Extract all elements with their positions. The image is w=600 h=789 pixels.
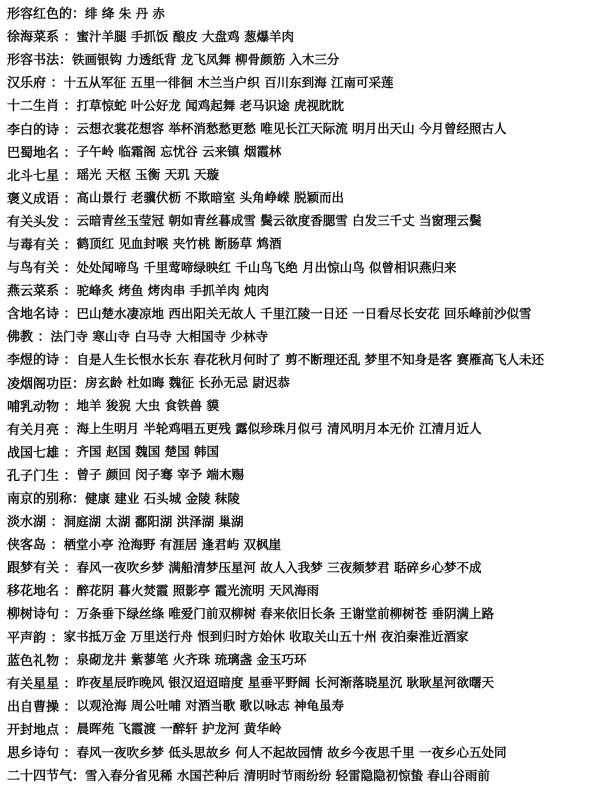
category-label: 思乡诗句 ： — [7, 746, 77, 762]
category-label: 哺乳动物 ： — [7, 399, 77, 415]
category-items: 房玄龄 杜如晦 魏征 长孙无忌 尉迟恭 — [85, 375, 290, 391]
list-item — [0, 347, 600, 370]
category-label: 蓝色礼物 ： — [7, 653, 77, 669]
category-items: 绯 绛 朱 丹 赤 — [85, 5, 165, 21]
category-items: 地羊 狻猊 大虫 食铁兽 貘 — [76, 398, 219, 414]
list-item — [0, 601, 600, 624]
list-item — [0, 324, 600, 347]
category-items: 家书抵万金 万里送行舟 恨到归时方始休 收取关山五十州 夜泊秦淮近酒家 — [63, 629, 469, 645]
category-label: 含地名诗 ： — [7, 307, 77, 323]
category-items: 打草惊蛇 叶公好龙 闻鸡起舞 老马识途 虎视眈眈 — [76, 97, 344, 113]
category-items: 自是人生长恨水长东 春花秋月何时了 剪不断理还乱 梦里不知身是客 赛雁高飞人未还 — [76, 351, 544, 367]
list-item — [0, 278, 600, 301]
category-label: 与鸟有关 ： — [7, 261, 77, 277]
list-item — [0, 417, 600, 440]
category-items: 洞庭湖 太湖 鄱阳湖 洪泽湖 巢湖 — [63, 513, 244, 529]
category-label: 平声韵 ： — [7, 630, 64, 646]
category-items: 昨夜星辰昨晚风 银汉迢迢暗度 星垂平野阔 长河渐落晓星沉 耿耿星河欲曙天 — [76, 675, 494, 691]
category-label: 柳树诗句 ： — [7, 607, 77, 623]
category-items: 高山景行 老骥伏枥 不欺暗室 头角峥嵘 脱颖而出 — [76, 190, 344, 206]
list-item — [0, 186, 600, 209]
category-label: 燕云菜系 ： — [7, 284, 77, 300]
category-label: 徐海菜系 ： — [7, 30, 77, 46]
category-items: 十五从军征 五里一徘徊 木兰当户织 百川东到海 江南可采莲 — [63, 74, 394, 90]
category-label: 开封地点 ： — [7, 722, 77, 738]
category-items: 鹤顶红 见血封喉 夹竹桃 断肠草 鸩酒 — [76, 236, 282, 252]
list-item — [0, 763, 600, 786]
list-item — [0, 648, 600, 671]
category-items: 处处闻啼鸟 千里莺啼绿映红 千山鸟飞绝 月出惊山鸟 似曾相识燕归来 — [76, 259, 457, 275]
category-label: 汉乐府 ： — [7, 76, 64, 92]
category-label: 十二生肖 ： — [7, 99, 77, 115]
category-label: 李煜的诗 ： — [7, 353, 77, 369]
category-items: 巴山楚水凄凉地 西出阳关无故人 千里江陵一日还 一日看尽长安花 回乐峰前沙似雪 — [76, 305, 532, 321]
list-item — [0, 371, 600, 394]
category-items: 春风一夜吹乡梦 低头思故乡 何人不起故园情 故乡今夜思千里 一夜乡心五处同 — [76, 744, 507, 760]
category-label: 凌烟阁功臣： — [7, 376, 86, 392]
category-label: 南京的别称： — [7, 492, 86, 508]
category-label: 巴蜀地名 ： — [7, 145, 77, 161]
category-items: 齐国 赵国 魏国 楚国 韩国 — [76, 444, 219, 460]
category-items: 健康 建业 石头城 金陵 秣陵 — [85, 490, 240, 506]
list-item — [0, 116, 600, 139]
list-item — [0, 47, 600, 70]
list-item — [0, 140, 600, 163]
category-label: 移花地名 ： — [7, 584, 77, 600]
list-item — [0, 24, 600, 47]
category-label: 有关星星 ： — [7, 676, 77, 692]
category-items: 铁画银钩 力透纸背 龙飞凤舞 柳骨颜筋 入木三分 — [72, 51, 340, 67]
category-items: 醉花阴 暮火焚霞 照影亭 霞光流明 天风海雨 — [76, 582, 319, 598]
category-items: 栖堂小亭 沧海野 有涯居 逢君屿 双枫崖 — [63, 536, 281, 552]
list-item — [0, 555, 600, 578]
category-label: 战国七雄 ： — [7, 445, 77, 461]
category-items: 以观沧海 周公吐哺 对酒当歌 歌以咏志 神龟虽寿 — [76, 698, 344, 714]
category-items: 晨晖苑 飞霞渡 一醉轩 护龙河 黄华岭 — [76, 721, 282, 737]
category-label: 李白的诗 ： — [7, 122, 77, 138]
list-item — [0, 255, 600, 278]
list-item — [0, 671, 600, 694]
category-items: 泉砌龙井 紫蓼笔 火齐珠 琉璃盏 金玉巧环 — [76, 652, 307, 668]
category-label: 有关头发 ： — [7, 214, 77, 230]
list-item — [0, 232, 600, 255]
category-label: 与毒有关 ： — [7, 237, 77, 253]
category-label: 佛教 ： — [7, 330, 51, 346]
list-item — [0, 532, 600, 555]
list-item — [0, 440, 600, 463]
category-items: 海上生明月 半轮鸡唱五更残 露似珍珠月似弓 清风明月本无价 江清月近人 — [76, 421, 482, 437]
category-label: 形容红色的： — [7, 7, 86, 23]
category-items: 法门寺 寒山寺 白马寺 大相国寺 少林寺 — [50, 328, 268, 344]
list-item — [0, 163, 600, 186]
category-items: 云想衣裳花想容 举杯消愁愁更愁 唯见长江天际流 明月出天山 今月曾经照古人 — [76, 121, 507, 137]
category-label: 孔子门生 ： — [7, 468, 77, 484]
list-item — [0, 578, 600, 601]
list-item — [0, 70, 600, 93]
category-label: 褒义成语 ： — [7, 191, 77, 207]
list-item — [0, 717, 600, 740]
list-item — [0, 209, 600, 232]
category-items: 雪入春分省见稀 水国芒种后 清明时节雨纷纷 轻雷隐隐初惊蛰 春山谷雨前 — [85, 767, 490, 783]
list-item — [0, 509, 600, 532]
category-items: 子午岭 临霜阁 忘忧谷 云来镇 烟霞林 — [76, 144, 282, 160]
category-items: 瑶光 天枢 玉衡 天玑 天璇 — [76, 167, 219, 183]
list-item — [0, 625, 600, 648]
category-label: 有关月亮 ： — [7, 422, 77, 438]
category-items: 春风一夜吹乡梦 满船清梦压星河 故人入我梦 三夜频梦君 聒碎乡心梦不成 — [76, 559, 482, 575]
list-item — [0, 93, 600, 116]
category-label: 侠客岛 ： — [7, 538, 64, 554]
category-label: 北斗七星 ： — [7, 168, 77, 184]
list-item — [0, 486, 600, 509]
category-label: 跟梦有关 ： — [7, 561, 77, 577]
category-items: 驼峰炙 烤鱼 烤肉串 手抓羊肉 炖肉 — [76, 282, 269, 298]
list-item — [0, 694, 600, 717]
category-label: 淡水湖 ： — [7, 515, 64, 531]
category-items: 万条垂下绿丝绦 唯爱门前双柳树 春来依旧长条 王谢堂前柳树苍 垂阴满上路 — [76, 605, 494, 621]
category-label: 二十四节气： — [7, 769, 86, 785]
category-items: 曾子 颜回 闵子骞 宰予 端木赐 — [76, 467, 244, 483]
category-label: 出自曹操 ： — [7, 699, 77, 715]
list-item — [0, 301, 600, 324]
category-items: 云暗青丝玉莹冠 朝如青丝暮成雪 鬓云欲度香腮雪 白发三千丈 当窗理云鬓 — [76, 213, 482, 229]
category-label: 形容书法： — [7, 53, 73, 69]
list-item — [0, 394, 600, 417]
list-item — [0, 740, 600, 763]
category-items: 蜜汁羊腿 手抓饭 酿皮 大盘鸡 葱爆羊肉 — [76, 28, 294, 44]
list-item — [0, 463, 600, 486]
list-item — [0, 1, 600, 24]
